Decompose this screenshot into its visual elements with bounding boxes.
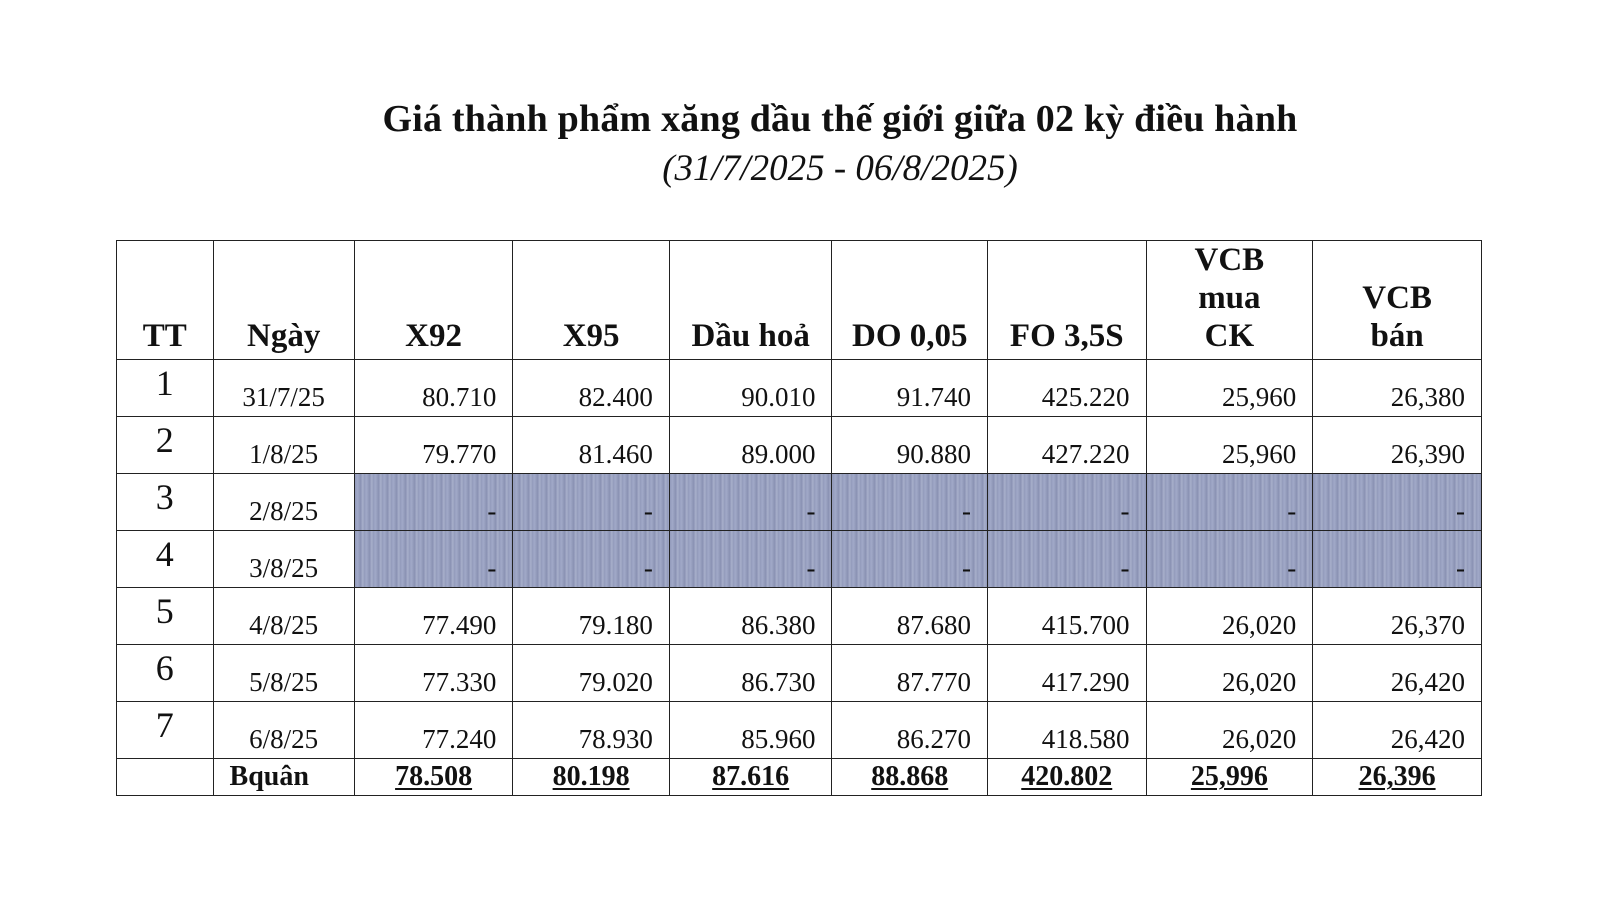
average-vcb-buy: 25,996 [1146,759,1313,796]
cell-x95: - [513,474,670,531]
average-empty-cell [117,759,214,796]
cell-fo: 425.220 [987,360,1146,417]
price-table [116,240,1482,796]
header-tt: TT [117,241,214,360]
cell-x92: 77.330 [354,645,513,702]
average-kerosene: 87.616 [669,759,832,796]
average-fo: 420.802 [987,759,1146,796]
cell-x92: 80.710 [354,360,513,417]
cell-fo: 415.700 [987,588,1146,645]
cell-x95: - [513,531,670,588]
cell-vcb-buy: 26,020 [1146,645,1313,702]
document-subtitle: (31/7/2025 - 06/8/2025) [662,148,1018,189]
cell-kerosene: 86.730 [669,645,832,702]
row-number: 6 [117,645,214,702]
cell-do: - [832,531,988,588]
table-row [117,417,1482,474]
cell-kerosene: 86.380 [669,588,832,645]
table-row [117,531,1482,588]
cell-x95: 79.180 [513,588,670,645]
average-x92: 78.508 [354,759,513,796]
cell-x95: 79.020 [513,645,670,702]
cell-x95: 81.460 [513,417,670,474]
cell-do: - [832,474,988,531]
cell-do: 86.270 [832,702,988,759]
cell-fo: 417.290 [987,645,1146,702]
cell-vcb-sell: 26,380 [1313,360,1482,417]
cell-vcb-buy: - [1146,531,1313,588]
cell-x92: - [354,531,513,588]
table-row [117,702,1482,759]
cell-vcb-buy: 26,020 [1146,702,1313,759]
header-x92: X92 [354,241,513,360]
row-number: 7 [117,702,214,759]
header-vcb-buy: VCB mua CK [1146,241,1313,360]
row-number: 5 [117,588,214,645]
cell-vcb-sell: 26,390 [1313,417,1482,474]
row-date: 6/8/25 [213,702,354,759]
cell-x92: 79.770 [354,417,513,474]
cell-kerosene: 90.010 [669,360,832,417]
cell-kerosene: 85.960 [669,702,832,759]
cell-fo: - [987,531,1146,588]
cell-x92: - [354,474,513,531]
cell-vcb-sell: - [1313,531,1482,588]
row-date: 31/7/25 [213,360,354,417]
cell-do: 87.770 [832,645,988,702]
cell-vcb-buy: 25,960 [1146,417,1313,474]
header-vcb-sell: VCB bán [1313,241,1482,360]
row-date: 2/8/25 [213,474,354,531]
header-kerosene: Dầu hoả [669,241,832,360]
cell-vcb-buy: 25,960 [1146,360,1313,417]
cell-kerosene: - [669,531,832,588]
cell-kerosene: 89.000 [669,417,832,474]
cell-fo: 427.220 [987,417,1146,474]
header-date: Ngày [213,241,354,360]
table-row [117,645,1482,702]
cell-vcb-sell: - [1313,474,1482,531]
document-title: Giá thành phẩm xăng dầu thế giới giữa 02 kỳ điều hành [382,98,1298,140]
cell-do: 87.680 [832,588,988,645]
table-row [117,474,1482,531]
row-date: 3/8/25 [213,531,354,588]
cell-x95: 82.400 [513,360,670,417]
cell-vcb-sell: 26,370 [1313,588,1482,645]
row-date: 4/8/25 [213,588,354,645]
average-do: 88.868 [832,759,988,796]
average-row [117,759,1482,796]
table-row [117,360,1482,417]
cell-do: 90.880 [832,417,988,474]
header-fo: FO 3,5S [987,241,1146,360]
cell-x92: 77.490 [354,588,513,645]
row-number: 3 [117,474,214,531]
row-number: 4 [117,531,214,588]
cell-kerosene: - [669,474,832,531]
average-vcb-sell: 26,396 [1313,759,1482,796]
header-do: DO 0,05 [832,241,988,360]
row-date: 5/8/25 [213,645,354,702]
row-number: 2 [117,417,214,474]
average-label: Bquân [213,759,354,796]
cell-x92: 77.240 [354,702,513,759]
cell-fo: 418.580 [987,702,1146,759]
cell-fo: - [987,474,1146,531]
cell-vcb-sell: 26,420 [1313,645,1482,702]
cell-x95: 78.930 [513,702,670,759]
cell-vcb-sell: 26,420 [1313,702,1482,759]
header-x95: X95 [513,241,670,360]
cell-do: 91.740 [832,360,988,417]
row-number: 1 [117,360,214,417]
table-row [117,588,1482,645]
header-row [117,241,1482,360]
cell-vcb-buy: - [1146,474,1313,531]
cell-vcb-buy: 26,020 [1146,588,1313,645]
average-x95: 80.198 [513,759,670,796]
row-date: 1/8/25 [213,417,354,474]
